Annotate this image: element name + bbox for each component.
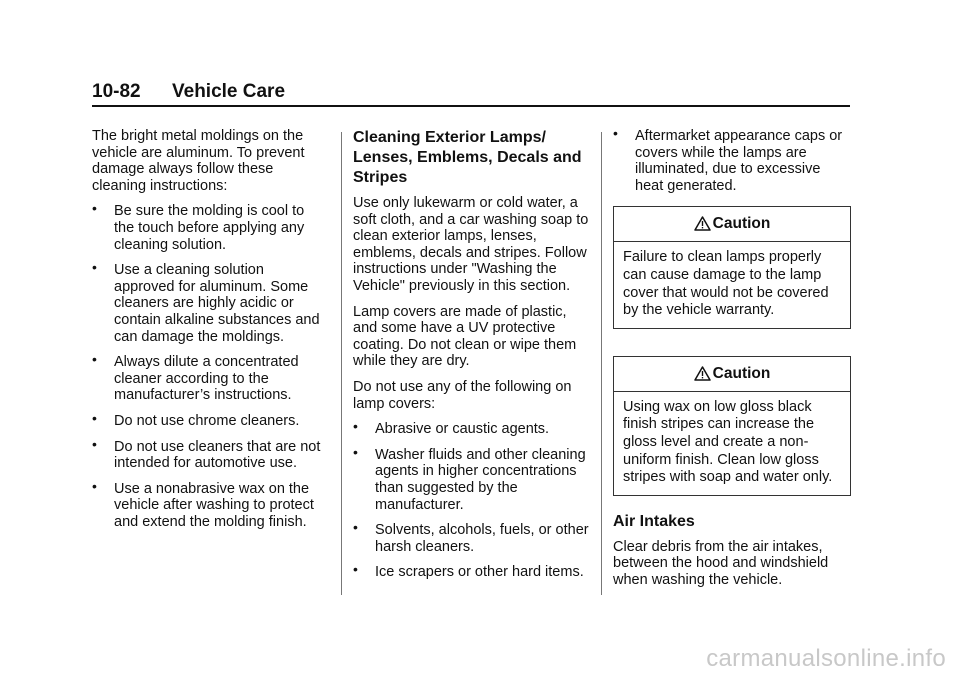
caution-title: Caution (712, 215, 771, 233)
intro-paragraph: The bright metal moldings on the vehicle are aluminum. To prevent damage always follow these cleaning instructions: (92, 128, 305, 194)
column-3 (613, 125, 851, 598)
caution-title: Caution (712, 364, 771, 382)
list-item: • Solvents, alcohols, fuels, or other harsh cleaners. (353, 519, 589, 555)
bullet-icon: • (353, 443, 358, 460)
list-item: • Always dilute a concentrated cleaner according to the manufacturer’s instructions. (92, 351, 299, 404)
caution-box-wax (613, 356, 851, 496)
section-heading-air-intakes: Air Intakes (613, 512, 695, 530)
list-item: • Aftermarket appearance caps or covers while the lamps are illuminated, due to excessive heat generated. (613, 125, 843, 194)
paragraph: Do not use any of the following on lamp covers: (353, 378, 572, 412)
page-header (92, 80, 850, 104)
header-rule (92, 105, 850, 107)
caution-text: Using wax on low gloss black finish stripes can increase the gloss level and create a non-uniform finish. Clean low gloss stripes with soap and water only. (623, 398, 833, 486)
list-item: • Do not use cleaners that are not intended for automotive use. (92, 435, 321, 472)
bullet-icon: • (92, 409, 97, 426)
caution-text: Failure to clean lamps properly can cause damage to the lamp cover that would not be covered by the vehicle warranty. (623, 249, 829, 319)
list-item: • Abrasive or caustic agents. (353, 418, 550, 438)
bullet-icon: • (353, 418, 358, 435)
section-title: Vehicle Care (172, 81, 286, 102)
caution-header (614, 357, 850, 392)
section-heading-lamps: Cleaning Exterior Lamps/ Lenses, Emblems, Decals and Stripes (353, 129, 582, 186)
page-number: 10-82 (92, 81, 141, 102)
bullet-icon: • (613, 125, 618, 141)
list-item: • Be sure the molding is cool to the touch before applying any cleaning solution. (92, 200, 305, 253)
column-divider-1 (341, 132, 342, 595)
bullet-icon: • (92, 200, 97, 217)
bullet-icon: • (353, 519, 358, 536)
bullet-icon: • (92, 259, 97, 276)
bullet-icon: • (92, 477, 97, 494)
caution-box-lamps (613, 206, 851, 328)
column-divider-2 (601, 132, 602, 595)
paragraph: Lamp covers are made of plastic, and some have a UV protective coating. Do not clean or wipe them while they are dry. (353, 303, 577, 370)
list-item: • Ice scrapers or other hard items. (353, 561, 584, 581)
list-item: • Use a cleaning solution approved for aluminum. Some cleaners are highly acidic or contain alkaline substances and can damage the moldings. (92, 259, 320, 345)
caution-header (614, 207, 850, 242)
bullet-icon: • (353, 561, 358, 578)
column-2 (353, 128, 591, 590)
caution-triangle-icon (694, 216, 711, 231)
watermark: carmanualsonline.info (706, 645, 946, 672)
list-item: • Do not use chrome cleaners. (92, 409, 300, 429)
paragraph: Clear debris from the air intakes, between the hood and windshield when washing the vehicle. (613, 538, 829, 588)
paragraph: Use only lukewarm or cold water, a soft cloth, and a car washing soap to clean exterior lamps, lenses, emblems, decals and stripes. Follow instructions under "Washing the Vehicle" previously in this section. (353, 195, 589, 294)
list-item: • Use a nonabrasive wax on the vehicle after washing to protect and extend the molding finish. (92, 477, 314, 530)
bullet-icon: • (92, 351, 97, 368)
column-1 (92, 128, 328, 539)
caution-triangle-icon (694, 366, 711, 381)
bullet-icon: • (92, 435, 97, 452)
list-item: • Washer fluids and other cleaning agents in higher concentrations than suggested by the manufacturer. (353, 443, 586, 513)
